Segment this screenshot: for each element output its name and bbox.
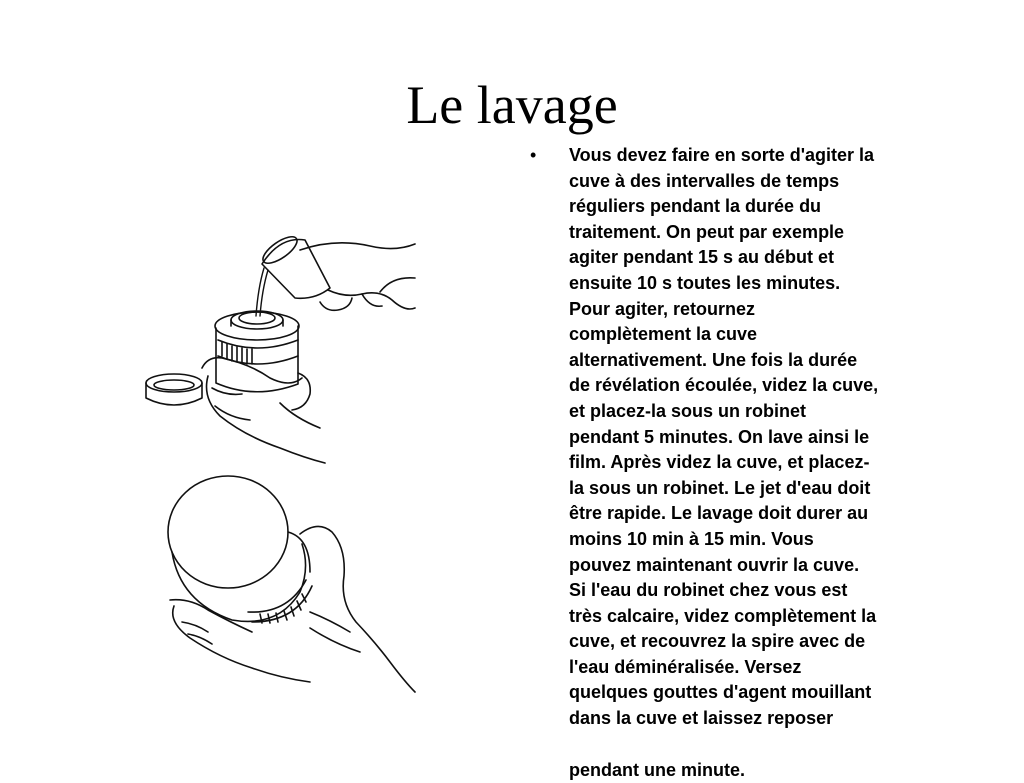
body-line: film. Après videz la cuve, et placez- — [569, 452, 870, 473]
body-line: réguliers pendant la durée du — [569, 196, 822, 217]
bullet-list — [530, 143, 950, 783]
continuation-text: pendant une minute. — [569, 759, 746, 780]
pouring-tank-illustration — [130, 228, 415, 463]
body-line: cuve à des intervalles de temps — [569, 170, 840, 191]
body-line: de révélation écoulée, videz la cuve, — [569, 375, 879, 396]
body-line: cuve, et recouvrez la spire avec de — [569, 631, 866, 652]
body-line: la sous un robinet. Le jet d'eau doit — [569, 477, 871, 498]
tank-cap-hands-illustration — [160, 472, 415, 704]
body-line: très calcaire, videz complètement la — [569, 605, 877, 626]
body-line: Si l'eau du robinet chez vous est — [569, 580, 848, 601]
body-line: Pour agiter, retournez — [569, 298, 756, 319]
bullet-text — [569, 143, 941, 732]
body-line: l'eau déminéralisée. Versez — [569, 656, 802, 677]
body-line: et placez-la sous un robinet — [569, 400, 807, 421]
body-line: complètement la cuve — [569, 324, 758, 345]
body-line: agiter pendant 15 s au début et — [569, 247, 835, 268]
body-line: moins 10 min à 15 min. Vous — [569, 528, 814, 549]
slide-title: Le lavage — [406, 75, 618, 135]
body-line: ensuite 10 s toutes les minutes. — [569, 272, 841, 293]
body-line: traitement. On peut par exemple — [569, 221, 845, 242]
body-line: Vous devez faire en sorte d'agiter la — [569, 145, 875, 165]
body-line: être rapide. Le lavage doit durer au — [569, 503, 869, 524]
body-line: dans la cuve et laissez reposer — [569, 708, 834, 729]
body-line: pouvez maintenant ouvrir la cuve. — [569, 554, 860, 575]
body-line: pendant 5 minutes. On lave ainsi le — [569, 426, 870, 447]
bullet-item — [530, 143, 950, 732]
body-line: alternativement. Une fois la durée — [569, 349, 858, 370]
body-line: quelques gouttes d'agent mouillant — [569, 682, 872, 703]
bullet-marker: • — [530, 145, 537, 165]
